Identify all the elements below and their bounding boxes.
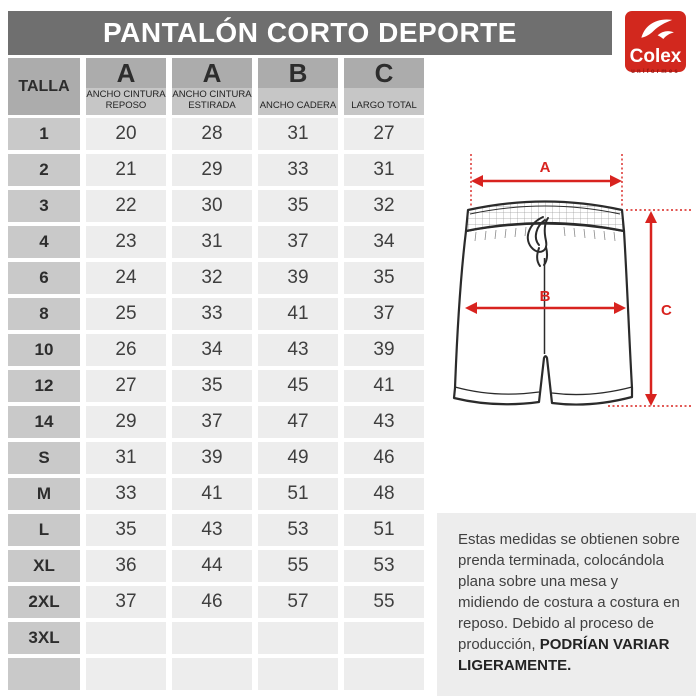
measurement-value-cell: 44 [172,550,252,582]
measurement-value-cell: 51 [258,478,338,510]
table-row [8,550,424,582]
measurement-value-cell: 36 [86,550,166,582]
measurement-value-cell: 27 [86,370,166,402]
measurement-value-cell: 24 [86,262,166,294]
measurement-value-cell: 21 [86,154,166,186]
size-label-cell: 2XL [8,586,80,618]
column-letter: A [172,58,252,88]
measurement-value-cell: 55 [258,550,338,582]
table-row [8,262,424,294]
measurement-value-cell: 25 [86,298,166,330]
measurement-value-cell: 37 [258,226,338,258]
table-row [8,370,424,402]
measurement-note [437,513,696,696]
size-label-cell: 6 [8,262,80,294]
table-row [8,226,424,258]
column-label: ANCHO CINTURA ESTIRADA [172,88,252,115]
brand-tagline: uniformes [631,69,680,75]
measurement-value-cell: 22 [86,190,166,222]
measurement-value-cell: 43 [344,406,424,438]
size-column-header: TALLA [8,58,80,115]
table-row [8,154,424,186]
size-label-cell: 14 [8,406,80,438]
size-label-cell: 2 [8,154,80,186]
measurement-value-cell: 20 [86,118,166,150]
column-label: ANCHO CADERA [258,88,338,115]
table-row [8,442,424,474]
column-label: LARGO TOTAL [344,88,424,115]
measurement-value-cell: 33 [172,298,252,330]
column-label: ANCHO CINTURA REPOSO [86,88,166,115]
measurement-value-cell: 55 [344,586,424,618]
size-label-cell: 1 [8,118,80,150]
size-label-cell: M [8,478,80,510]
measurement-value-cell: 34 [344,226,424,258]
column-header-a2 [172,58,252,115]
brand-name: Colex [629,46,682,67]
measurement-value-cell: 31 [344,154,424,186]
column-header-a1 [86,58,166,115]
note-text [458,529,682,676]
measurement-value-cell: 31 [86,442,166,474]
measurement-value-cell: 33 [258,154,338,186]
measurement-value-cell: 23 [86,226,166,258]
table-row [8,658,424,690]
measurement-value-cell: 28 [172,118,252,150]
measurement-value-cell: 48 [344,478,424,510]
measurement-value-cell: 32 [344,190,424,222]
measurement-value-cell: 51 [344,514,424,546]
measurement-value-cell: 43 [258,334,338,366]
note-emphasis: PODRÍAN VARIAR LIGERAMENTE. [458,636,670,674]
bird-wing-icon [636,15,676,46]
size-label-cell: 4 [8,226,80,258]
table-row [8,190,424,222]
table-row [8,298,424,330]
measurement-value-cell: 47 [258,406,338,438]
measurement-value-cell [172,658,252,690]
measurement-value-cell: 41 [344,370,424,402]
size-label-cell: S [8,442,80,474]
size-label-cell: 12 [8,370,80,402]
measurement-value-cell: 45 [258,370,338,402]
measurement-value-cell: 30 [172,190,252,222]
measurement-value-cell: 41 [172,478,252,510]
measurement-value-cell: 39 [344,334,424,366]
table-row [8,406,424,438]
size-label-cell: 8 [8,298,80,330]
size-table-body [8,118,424,690]
size-label-cell: 3XL [8,622,80,654]
table-row [8,334,424,366]
measurement-value-cell: 35 [258,190,338,222]
measurement-value-cell: 31 [258,118,338,150]
table-row [8,622,424,654]
measurement-value-cell: 39 [172,442,252,474]
measure-arrow-a [471,154,622,206]
note-body: Estas medidas se obtienen sobre prenda terminada, colocándola plana sobre una mesa y midiendo de costura a costura en reposo. Debido al proceso de producción, [458,531,680,653]
label-c: C [661,302,672,319]
measurement-value-cell: 35 [172,370,252,402]
size-label-cell: 10 [8,334,80,366]
column-header-b [258,58,338,115]
column-letter: C [344,58,424,88]
column-letter: A [86,58,166,88]
measurement-value-cell: 31 [172,226,252,258]
measurement-value-cell: 37 [344,298,424,330]
column-letter: B [258,58,338,88]
measurement-value-cell: 33 [86,478,166,510]
table-header-row [8,58,424,115]
column-header-c [344,58,424,115]
table-row [8,118,424,150]
measurement-value-cell [86,622,166,654]
size-label-cell: 3 [8,190,80,222]
measurement-value-cell [258,658,338,690]
measurement-value-cell [258,622,338,654]
measurement-value-cell: 35 [86,514,166,546]
table-row [8,514,424,546]
measurement-value-cell: 32 [172,262,252,294]
measurement-value-cell: 57 [258,586,338,618]
measurement-value-cell: 34 [172,334,252,366]
size-label-cell: XL [8,550,80,582]
measurement-value-cell [344,622,424,654]
size-label-cell: L [8,514,80,546]
table-row [8,586,424,618]
measurement-value-cell: 43 [172,514,252,546]
measurement-value-cell: 26 [86,334,166,366]
measurement-value-cell: 27 [344,118,424,150]
table-row [8,478,424,510]
measurement-value-cell [86,658,166,690]
brand-logo [625,11,686,75]
measurement-value-cell [172,622,252,654]
measurement-value-cell: 53 [258,514,338,546]
size-label-cell [8,658,80,690]
label-b: B [539,288,551,305]
measurement-value-cell: 46 [344,442,424,474]
measurement-value-cell: 49 [258,442,338,474]
measurement-value-cell: 29 [172,154,252,186]
measurement-value-cell: 39 [258,262,338,294]
measurement-value-cell: 35 [344,262,424,294]
measurement-value-cell: 46 [172,586,252,618]
measurement-value-cell: 53 [344,550,424,582]
measurement-value-cell: 37 [86,586,166,618]
page-title: PANTALÓN CORTO DEPORTE [103,17,517,48]
measurement-value-cell: 41 [258,298,338,330]
size-table [8,58,424,690]
measurement-value-cell: 37 [172,406,252,438]
label-a: A [539,159,551,176]
shorts-diagram [440,140,700,450]
measurement-value-cell [344,658,424,690]
measurement-value-cell: 29 [86,406,166,438]
title-bar [8,11,612,55]
